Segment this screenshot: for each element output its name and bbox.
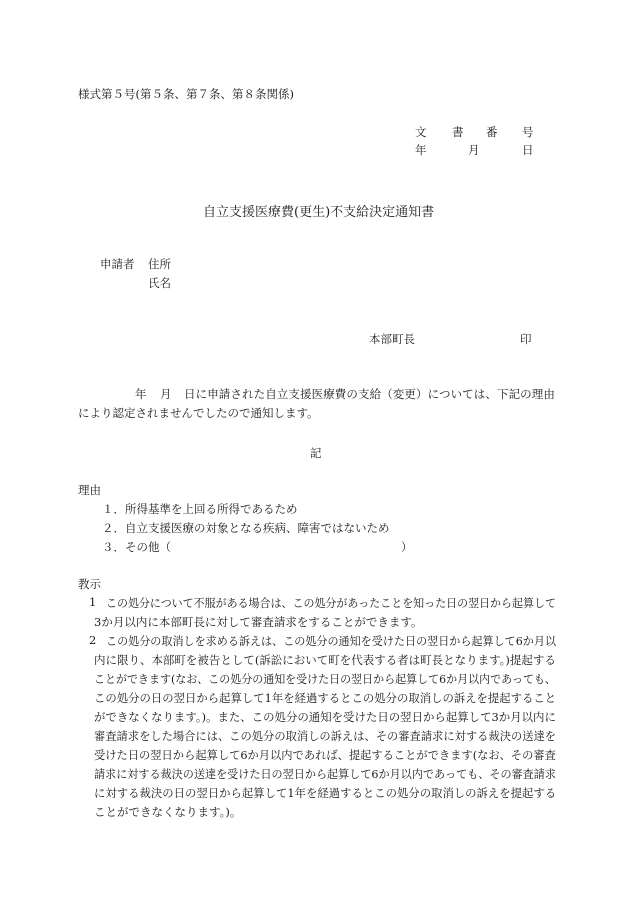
reason-item: １．所得基準を上回る所得であるため: [102, 502, 298, 516]
body-year: 年: [135, 387, 147, 401]
note-line: 受けた日の翌日から起算して6か月以内であれば、提起することができます(なお、その審査: [94, 748, 556, 762]
note-line: ができなくなります。)。また、この処分の通知を受けた日の翌日から起算して3か月以内に: [94, 710, 556, 724]
doc-number-char: 文: [415, 125, 427, 139]
notes-heading: 教示: [78, 577, 101, 591]
note-line: に対する裁決の日の翌日から起算して1年を経過するとこの処分の取消しの訴えを提起する: [94, 786, 557, 800]
reason-item: ２．自立支援医療の対象となる疾病、障害ではないため: [102, 521, 390, 535]
note-number: 2: [89, 633, 97, 647]
applicant-name-label: 氏名: [148, 276, 171, 290]
doc-number-char: 号: [522, 125, 534, 139]
note-line: この処分の取消しを求める訴えは、この処分の通知を受けた日の翌日から起算して6か月以: [106, 634, 557, 648]
applicant-label: 申請者: [100, 257, 135, 271]
note-line: ことができます(なお、この処分の通知を受けた日の翌日から起算して6か月以内であっても、: [94, 672, 556, 686]
reason-item: ３．その他（: [102, 540, 171, 554]
body-text-line: により認定されませんでしたので通知します。: [78, 406, 319, 420]
document-title: 自立支援医療費(更生)不支給決定通知書: [203, 205, 435, 220]
doc-number-char: 書: [452, 125, 464, 139]
applicant-address-label: 住所: [148, 257, 171, 271]
seal-mark: 印: [520, 332, 532, 346]
reason-heading: 理由: [78, 483, 101, 497]
note-line: この処分について不服がある場合は、この処分があったことを知った日の翌日から起算して: [106, 596, 556, 610]
note-line: 3か月以内に本部町長に対して審査請求をすることができます。: [94, 615, 423, 629]
reason-close-paren: ）: [401, 540, 413, 554]
note-line: 審査請求をした場合には、この処分の取消しの訴えは、その審査請求に対する裁決の送達を: [94, 729, 557, 743]
date-day-label: 日: [522, 143, 534, 157]
body-month: 月: [160, 387, 172, 401]
ki-marker: 記: [310, 446, 322, 460]
date-year-label: 年: [415, 143, 427, 157]
body-text-line: 日に申請された自立支援医療費の支給（変更）については、下記の理由: [184, 387, 555, 401]
note-line: 内に限り、本部町を被告として(訴訟において町を代表する者は町長となります。)提起する: [94, 653, 556, 667]
note-line: ことができなくなります。)。: [94, 805, 242, 819]
date-month-label: 月: [468, 143, 480, 157]
doc-number-char: 番: [486, 125, 498, 139]
form-label: 様式第５号(第５条、第７条、第８条関係): [78, 87, 294, 101]
note-line: この処分の日の翌日から起算して1年を経過するとこの処分の取消しの訴えを提起すること: [94, 691, 557, 705]
issuer-name: 本部町長: [369, 332, 415, 346]
note-number: 1: [89, 595, 97, 609]
note-line: 請求に対する裁決の送達を受けた日の翌日から起算して6か月以内であっても、その審査請求: [94, 767, 556, 781]
